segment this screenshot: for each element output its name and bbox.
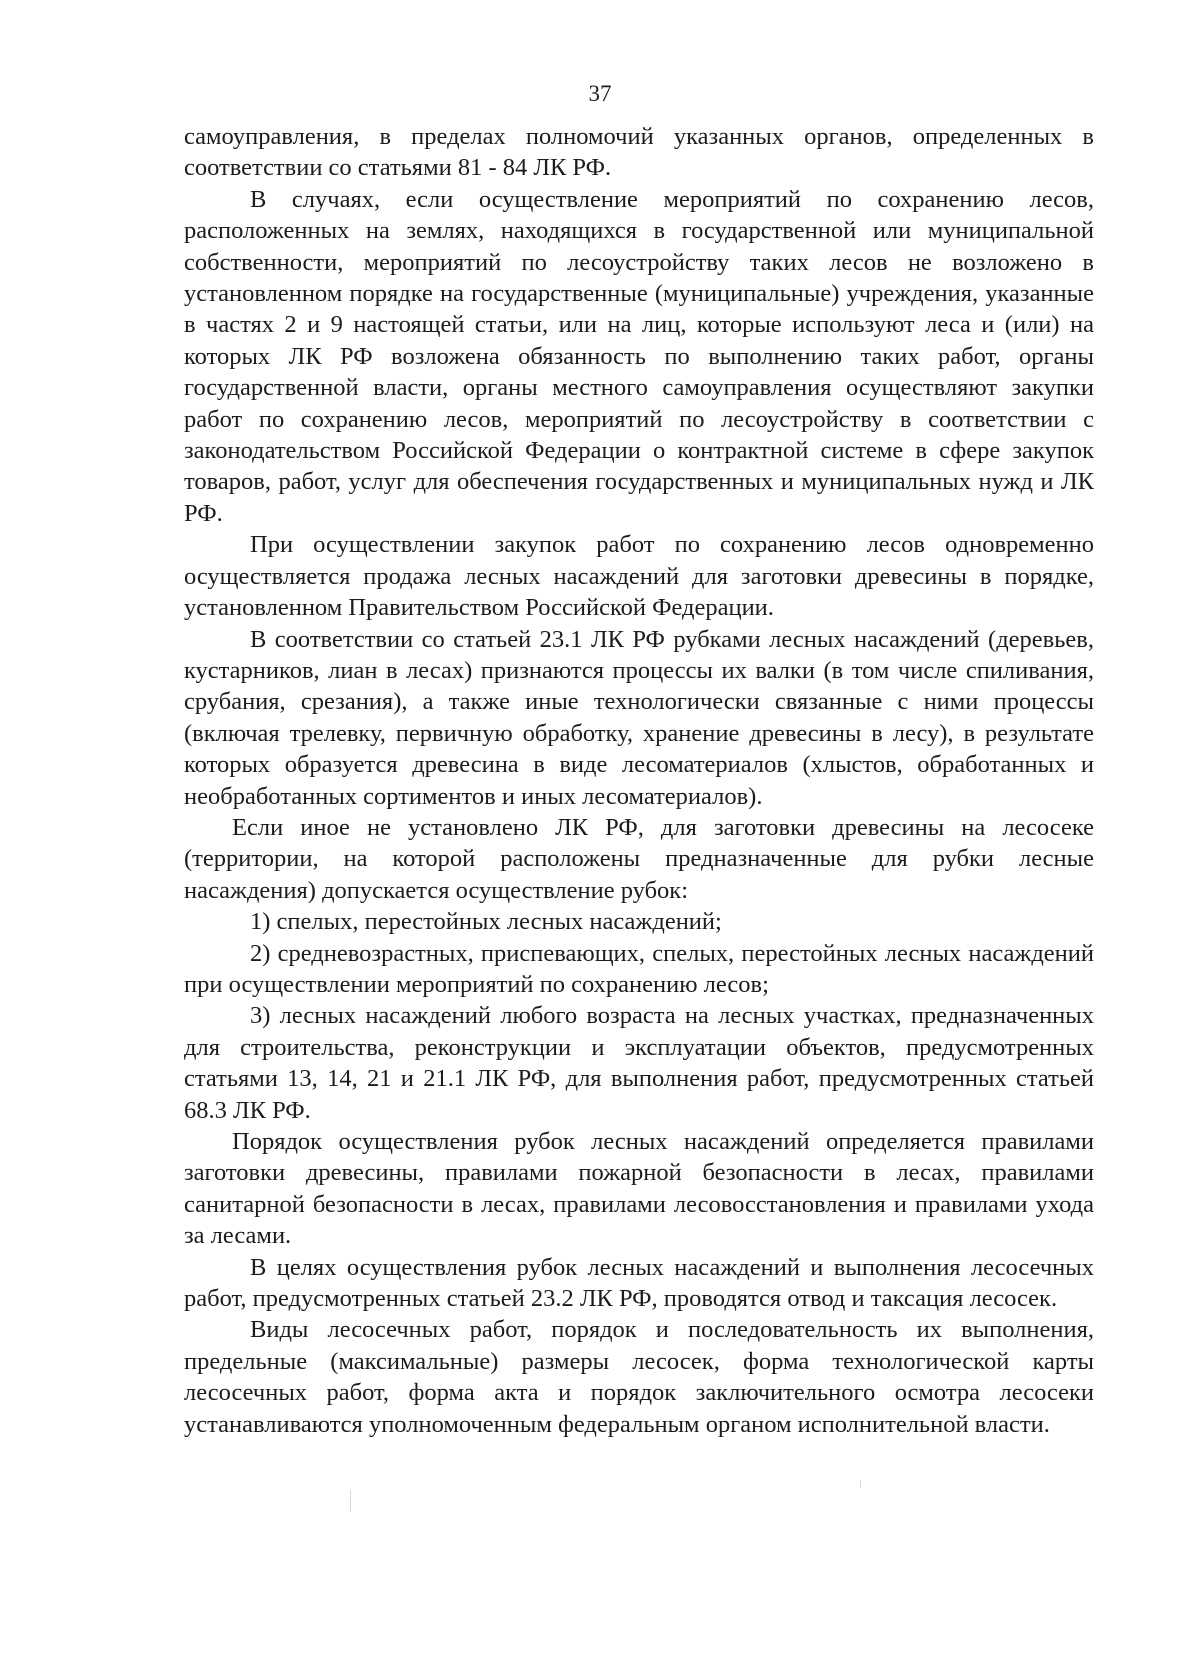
page-number: 37 bbox=[588, 81, 612, 106]
scan-artifact-mark bbox=[860, 1480, 861, 1488]
paragraph-allotment: В целях осуществления рубок лесных насаждений и выполнения лесосечных работ, предусмотренных статьей 23.2 ЛК РФ, проводятся отвод и таксация лесосек. bbox=[184, 1253, 1094, 1313]
list-item-2: 2) средневозрастных, приспевающих, спелых, перестойных лесных насаждений при осуществлении мероприятий по сохранению лесов; bbox=[184, 939, 1094, 998]
scan-artifact-mark bbox=[350, 1490, 351, 1512]
paragraph-work-types: Виды лесосечных работ, порядок и последовательность их выполнения, предельные (максимальные) размеры лесосек, форма технологической карты лесосечных работ, форма акта и порядок заключительного осмотра лесосеки устанавливаются уполномоченным федеральным органом исполнительной власти. bbox=[184, 1316, 1094, 1438]
list-item-1: 1) спелых, перестойных лесных насаждений; bbox=[250, 908, 722, 936]
paragraph-felling-allowed: Если иное не установлено ЛК РФ, для заготовки древесины на лесосеке (территории, на которой расположены предназначенные для рубки лесные насаждения) допускается осуществление рубок: bbox=[184, 813, 1094, 904]
list-item-3: 3) лесных насаждений любого возраста на лесных участках, предназначенных для строительства, реконструкции и эксплуатации объектов, предусмотренных статьями 13, 14, 21 и 21.1 ЛК РФ, для выполнения работ, предусмотренных статьей 68.3 ЛК РФ. bbox=[184, 1002, 1094, 1124]
paragraph-timber-sale: При осуществлении закупок работ по сохранению лесов одновременно осуществляется продажа лесных насаждений для заготовки древесины в порядке, установленном Правительством Российской Федерации. bbox=[184, 531, 1094, 622]
paragraph-felling-rules: Порядок осуществления рубок лесных насаждений определяется правилами заготовки древесины, правилами пожарной безопасности в лесах, правилами санитарной безопасности в лесах, правилами лесовосстановления и правилами ухода за лесами. bbox=[184, 1128, 1094, 1250]
paragraph-procurement-cases: В случаях, если осуществление мероприятий по сохранению лесов, расположенных на землях, находящихся в государственной или муниципальной собственности, мероприятий по лесоустройству таких лесов не возложено в установленном порядке на государственные (муниципальные) учреждения, указанные в частях 2 и 9 настоящей статьи, или на лиц, которые используют леса и (или) на которых ЛК РФ возложена обязанность по выполнению таких работ, органы государственной власти, органы местного самоуправления осуществляют закупки работ по сохранению лесов, мероприятий по лесоустройству в соответствии с законодательством Российской Федерации о контрактной системе в сфере закупок товаров, работ, услуг для обеспечения государственных и муниципальных нужд и ЛК РФ. bbox=[184, 185, 1094, 527]
paragraph-continuation: самоуправления, в пределах полномочий указанных органов, определенных в соответствии со статьями 81 - 84 ЛК РФ. bbox=[184, 123, 1094, 182]
document-body bbox=[184, 121, 1094, 1440]
paragraph-felling-definition: В соответствии со статьей 23.1 ЛК РФ рубками лесных насаждений (деревьев, кустарников, лиан в лесах) признаются процессы их валки (в том числе спиливания, срубания, срезания), а также иные технологически связанные с ними процессы (включая трелевку, первичную обработку, хранение древесины в лесу), в результате которых образуется древесина в виде лесоматериалов (хлыстов, обработанных и необработанных сортиментов и иных лесоматериалов). bbox=[184, 625, 1094, 810]
